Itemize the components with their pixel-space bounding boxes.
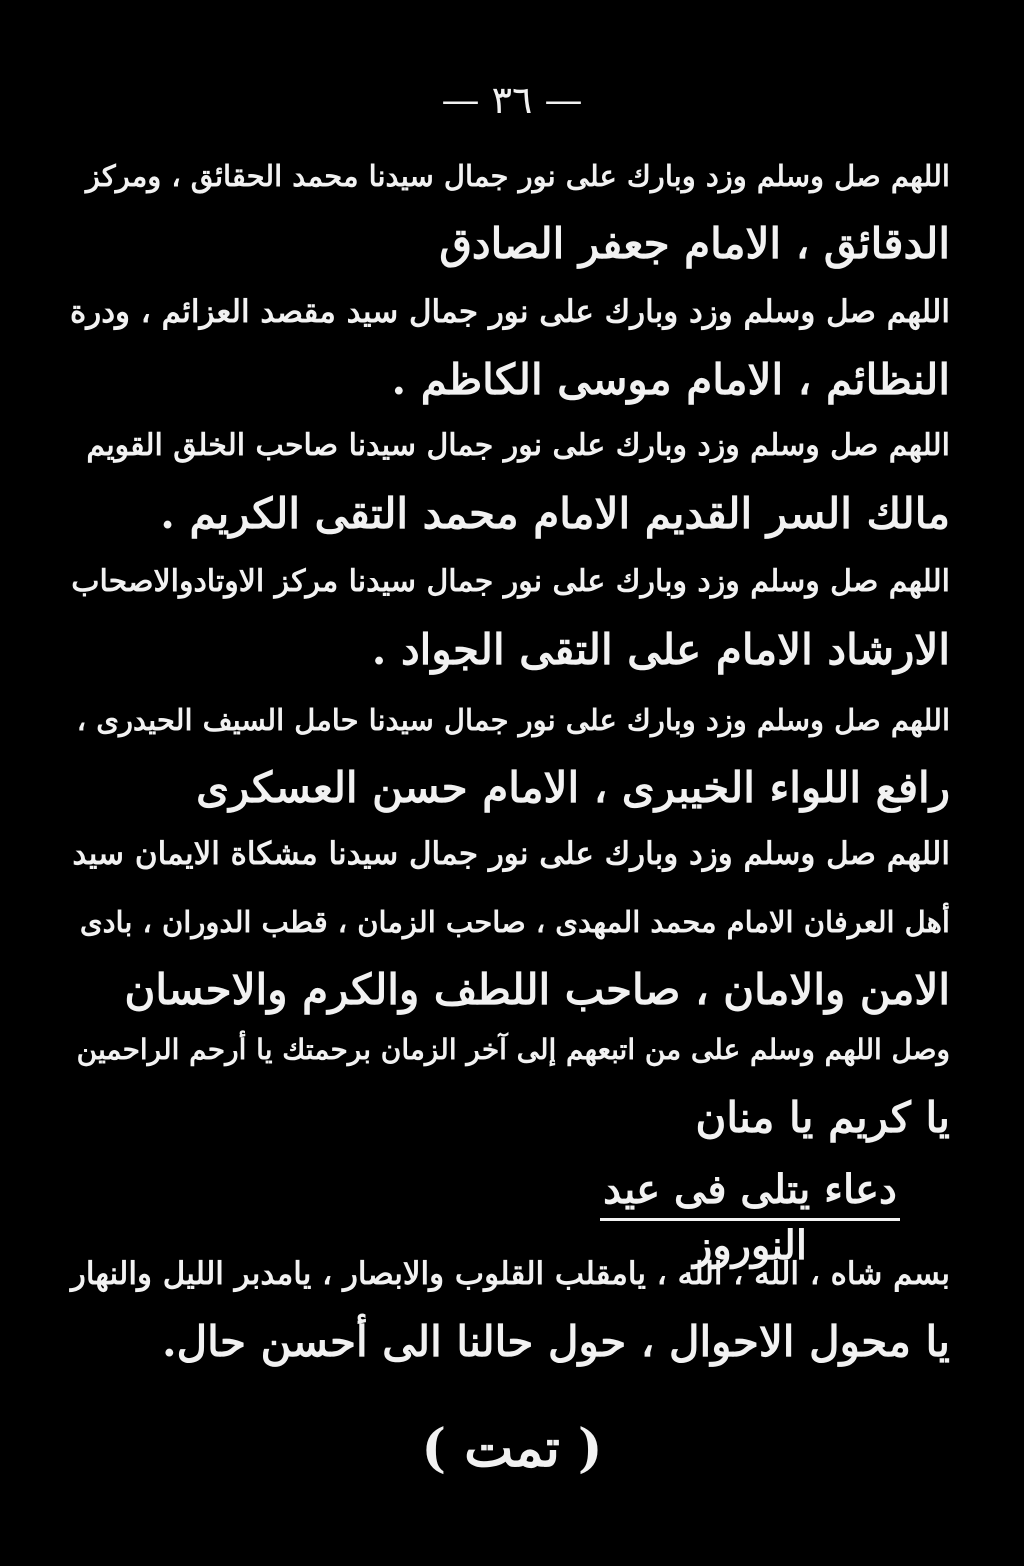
paragraph-line: مالك السر القديم الامام محمد التقى الكريم .	[160, 489, 950, 538]
paragraph-line: يا محول الاحوال ، حول حالنا الى أحسن حال.	[162, 1317, 950, 1366]
paragraph-2	[70, 278, 950, 414]
closing-mark: ( تمت )	[421, 1418, 603, 1479]
paragraph-line: رافع اللواء الخيبرى ، الامام حسن العسكرى	[196, 763, 950, 812]
paragraph-line: الارشاد الامام على التقى الجواد .	[371, 625, 950, 674]
paragraph-1	[70, 142, 950, 278]
section-heading: دعاء يتلى فى عيد النوروز	[603, 1166, 897, 1269]
paragraph-line: اللهم صل وسلم وزد وبارك على نور جمال سيدنا صاحب الخلق القويم	[86, 428, 950, 463]
paragraph-line: اللهم صل وسلم وزد وبارك على نور جمال سيدنا مشكاة الايمان سيد	[72, 836, 950, 872]
paragraph-3	[70, 412, 950, 548]
paragraph-line: اللهم صل وسلم وزد وبارك على نور جمال سيدنا محمد الحقائق ، ومركز	[85, 159, 950, 193]
page-number: — ٣٦ —	[441, 78, 583, 122]
paragraph-7	[70, 1016, 950, 1152]
heading-underline	[600, 1218, 900, 1221]
paragraph-line: اللهم صل وسلم وزد وبارك على نور جمال سيدنا حامل السيف الحيدرى ،	[76, 703, 950, 737]
paragraph-line: اللهم صل وسلم وزد وبارك على نور جمال سيدنا مركز الاوتادوالاصحاب	[71, 564, 950, 599]
paragraph-line: بسم شاه ، الله ، الله ، يامقلب القلوب والابصار ، يامدبر الليل والنهار	[70, 1256, 950, 1292]
paragraph-line: الدقائق ، الامام جعفر الصادق	[439, 219, 950, 268]
paragraph-line: وصل اللهم وسلم على من اتبعهم إلى آخر الزمان برحمتك يا أرحم الراحمين	[76, 1033, 950, 1066]
final-paragraph	[70, 1240, 950, 1376]
paragraph-4	[70, 548, 950, 684]
paragraph-6	[70, 820, 950, 1024]
paragraph-line: الامن والامان ، صاحب اللطف والكرم والاحسان	[124, 965, 950, 1014]
paragraph-line: أهل العرفان الامام محمد المهدى ، صاحب الزمان ، قطب الدوران ، بادى	[79, 905, 950, 939]
paragraph-line: يا كريم يا منان	[695, 1093, 950, 1142]
paragraph-line: اللهم صل وسلم وزد وبارك على نور جمال سيد مقصد العزائم ، ودرة	[70, 294, 950, 330]
paragraph-line: النظائم ، الامام موسى الكاظم .	[391, 355, 950, 404]
paragraph-5	[70, 686, 950, 822]
